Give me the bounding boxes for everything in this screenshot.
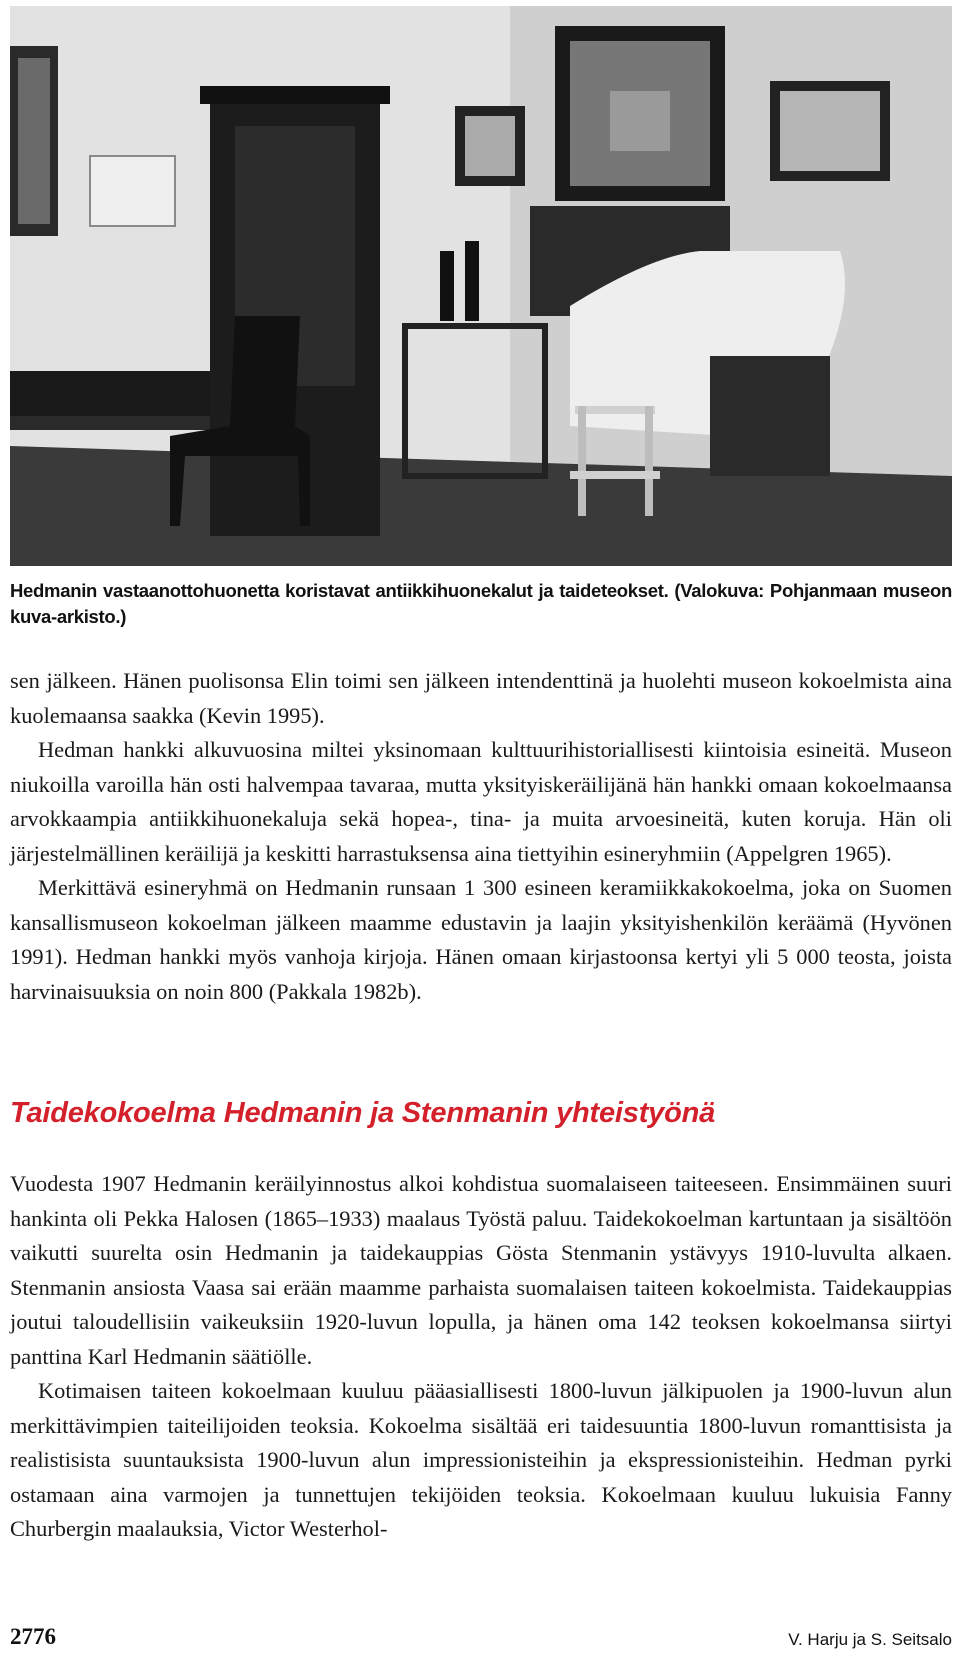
body-section-1 [10, 664, 952, 1009]
paragraph: Merkittävä esineryhmä on Hedmanin runsaan 1 300 esineen keramiikkakokoelma, joka on Suomen kansallismuseon kokoelman jälkeen maamme edustavin ja laajin yksityishenkilön keräämä (Hyvönen 1991). Hedman hankki myös vanhoja kirjoja. Hänen omaan kirjastoonsa kertyi yli 5 000 teosta, joista harvinaisuuksia on noin 800 (Pakkala 1982b). [10, 875, 952, 1004]
body-section-2 [10, 1167, 952, 1547]
paragraph: Hedman hankki alkuvuosina miltei yksinomaan kulttuurihistoriallisesti kiintoisia esineitä. Museon niukoilla varoilla hän osti halvempaa tavaraa, mutta yksityiskeräilijänä hän hankki omaan kokoelmaansa arvokkaampia antiikkihuonekaluja sekä hopea-, tina- ja muita arvoesineitä, kuten koruja. Hän oli järjestelmällinen keräilijä ja keskitti harrastuksensa aina tiettyihin esineryhmiin (Appelgren 1965). [10, 737, 952, 866]
photo-caption: Hedmanin vastaanottohuonetta koristavat antiikkihuonekalut ja taideteokset. (Valokuva: Pohjanmaan museon kuva-arkisto.) [10, 580, 952, 627]
room-photo-icon [10, 6, 952, 566]
paragraph: Kotimaisen taiteen kokoelmaan kuuluu pääasiallisesti 1800-luvun jälkipuolen ja 1900-luvun alun merkittävimpien taiteilijoiden teoksia. Kokoelma sisältää eri taidesuuntia 1800-luvun romanttisista ja realistisista suuntauksista 1900-luvun alun impressionisteihin ja ekspressionisteihin. Hedman pyrki ostamaan aina varmojen ja tunnettujen tekijöiden teoksia. Kokoelmaan kuuluu lukuisia Fanny Churbergin maalauksia, Victor Westerhol- [10, 1378, 952, 1541]
room-photo [10, 6, 952, 566]
page-number: 2776 [10, 1624, 56, 1649]
footer-authors: V. Harju ja S. Seitsalo [788, 1630, 952, 1649]
section-heading: Taidekokoelma Hedmanin ja Stenmanin yhteistyönä [10, 1097, 716, 1129]
paragraph: sen jälkeen. Hänen puolisonsa Elin toimi sen jälkeen intendenttinä ja huolehti museon kokoelmista aina kuolemaansa saakka (Kevin 1995). [10, 668, 952, 728]
paragraph: Vuodesta 1907 Hedmanin keräilyinnostus alkoi kohdistua suomalaiseen taiteeseen. Ensimmäinen suuri hankinta oli Pekka Halosen (1865–1933) maalaus Työstä paluu. Taidekokoelman kartuntaan ja sisältöön vaikutti suurelta osin Hedmanin ja taidekauppias Gösta Stenmanin ystävyys 1910-luvulta alkaen. Stenmanin ansiosta Vaasa sai erään maamme parhaista suomalaisen taiteen kokoelmista. Taidekauppias joutui taloudellisiin vaikeuksiin 1920-luvun lopulla, ja hänen oma 142 teoksen kokoelmansa siirtyi panttina Karl Hedmanin säätiölle. [10, 1171, 952, 1369]
